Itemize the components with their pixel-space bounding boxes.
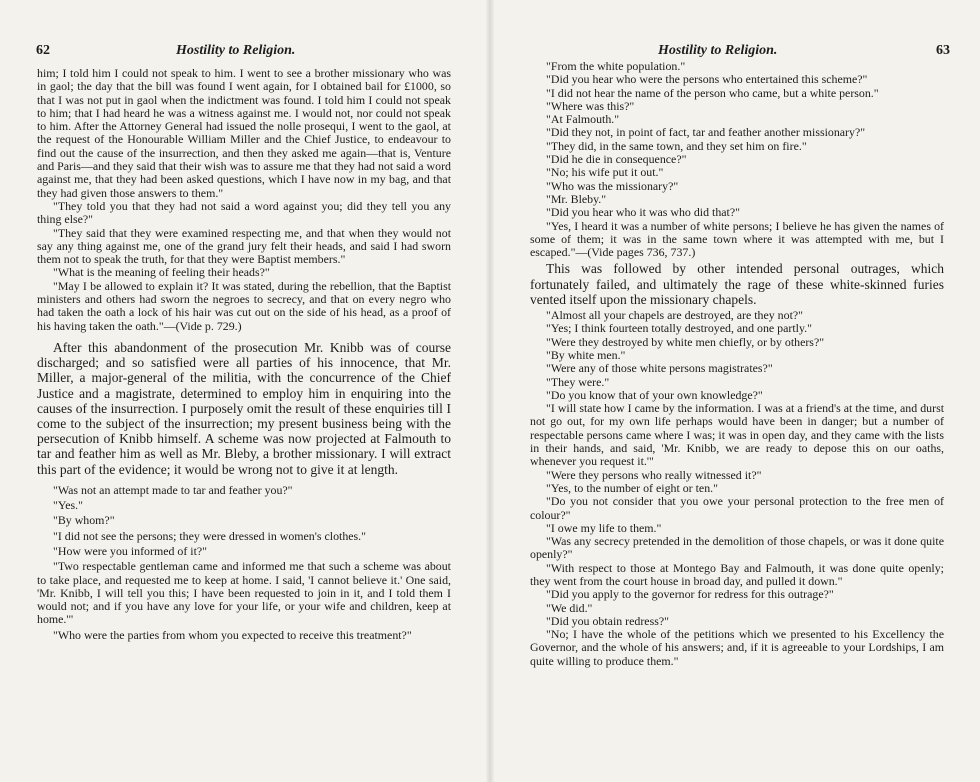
paragraph: "We did.": [546, 600, 593, 615]
paragraph: "Did you hear who it was who did that?": [546, 205, 740, 220]
paragraph: "Was not an attempt made to tar and feather you?": [53, 482, 293, 497]
paragraph: "At Falmouth.": [546, 112, 620, 127]
paragraph: "Yes; I think fourteen totally destroyed, and one partly.": [546, 321, 812, 336]
paragraph: "Yes, I heard it was a number of white persons; I believe he has given the names of some of them; it was in the same town where it was attempted with me, but I escaped."—(Vide pages 736, 737.): [530, 218, 944, 260]
paragraph: "Who was the missionary?": [546, 178, 679, 193]
right-page-number: 63: [936, 43, 950, 58]
paragraph: "By white men.": [546, 347, 626, 362]
paragraph: "Mr. Bleby.": [546, 191, 607, 206]
paragraph: "Almost all your chapels are destroyed, are they not?": [546, 308, 804, 323]
paragraph: "With respect to those at Montego Bay and Falmouth, it was done quite openly; they went from the court house in broad day, and pulled it down.": [530, 560, 944, 588]
paragraph: "May I be allowed to explain it? It was stated, during the rebellion, that the Baptist ministers and others had sworn the negroes to secrecy, and that on every negro who had taken the oath a lock of his hair was cut out on the side of his head, as a proof of his having taken the oath."—(Vide p. 729.): [37, 278, 451, 333]
paragraph: "They were.": [546, 374, 610, 389]
right-page-text: [530, 60, 944, 668]
left-page-header: [36, 43, 456, 61]
paragraph: "I did not hear the name of the person who came, but a white person.": [546, 85, 879, 100]
paragraph: "No; I have the whole of the petitions which we presented to his Excellency the Governor, and the whole of his answers; and, if it is agreeable to your Lordships, I am quite willing to produce them.": [530, 627, 944, 668]
paragraph: "How were you informed of it?": [53, 543, 208, 558]
paragraph: "I did not see the persons; they were dressed in women's clothes.": [53, 528, 367, 543]
paragraph: "They told you that they had not said a word against you; did they tell you any thing else?": [37, 198, 451, 227]
paragraph: "They said that they were examined respecting me, and that when they would not say any thing against me, one of the grand jury felt their heads, and said I had sworn them not to speak the truth, for that they were Baptist members.": [37, 225, 451, 267]
left-page-text: [37, 67, 451, 642]
paragraph: "Yes.": [53, 498, 83, 513]
paragraph: After this abandonment of the prosecution Mr. Knibb was of course discharged; and so satisfied were all parties of his innocence, that Mr. Miller, a major-general of the militia, with the concurrence of the Chief Justice and a magistrate, determined to employ him in enquiring into the causes of the insurrection. I purposely omit the result of these enquiries till I come to the subject of the insurrection; my present business being with the persecution of Knibb himself. A scheme was now projected at Falmouth to tar and feather him as well as Mr. Bleby, a brother missionary. I will extract this part of the evidence; it would be wrong not to give it at length.: [37, 339, 451, 477]
paragraph: "Who were the parties from whom you expected to receive this treatment?": [53, 627, 412, 642]
right-page: [490, 0, 980, 782]
paragraph: "Were they persons who really witnessed it?": [546, 467, 762, 482]
right-running-title: Hostility to Religion.: [658, 43, 778, 58]
paragraph: "Did you obtain redress?": [546, 613, 669, 628]
paragraph: him; I told him I could not speak to him. I went to see a brother missionary who was in gaol; the day that the bill was found I went again, for I obtained bail for £1000, so that I was not put in gaol when the indictment was found. I told him I could not speak to him; that I had heard he was a witness against me. I would not, nor could not speak to him. After the Attorney General had issued the nolle prosequi, I went to the gaol, at the request of the Honourable William Miller and the Chief Justice, to endeavour to find out the cause of the insurrection, and then they asked me again—that is, Venture and Paris—and they said that their wish was to assure me that they had not said a word against me, that they had been asked questions, which I have now in my bag, and that they had given those answers to them.": [37, 66, 451, 200]
left-running-title: Hostility to Religion.: [176, 43, 296, 58]
paragraph: "They did, in the same town, and they set him on fire.": [546, 138, 807, 153]
paragraph: "From the white population.": [546, 59, 686, 73]
paragraph: "What is the meaning of feeling their heads?": [53, 265, 270, 280]
paragraph: "Do you know that of your own knowledge?": [546, 387, 763, 402]
paragraph: "Where was this?": [546, 98, 635, 113]
paragraph: "I owe my life to them.": [546, 520, 662, 535]
paragraph: "Were any of those white persons magistrates?": [546, 361, 773, 376]
paragraph: "Two respectable gentleman came and informed me that such a scheme was about to take place, and requested me to keep at home. I said, 'I cannot believe it.' One said, 'Mr. Knibb, I will tell you this; I have been requested to join in it, and I told them I would not; and if you have any love for your life, or your wife and children, keep at home.'": [37, 559, 451, 627]
paragraph: "Do you not consider that you owe your personal protection to the free men of colour?": [530, 494, 944, 522]
paragraph: "Did he die in consequence?": [546, 152, 687, 167]
left-page-number: 62: [36, 43, 50, 58]
paragraph: "Did you apply to the governor for redress for this outrage?": [546, 587, 834, 602]
paragraph: "No; his wife put it out.": [546, 165, 664, 180]
paragraph: "Was any secrecy pretended in the demolition of those chapels, or was it done quite openly?": [530, 534, 944, 562]
paragraph: "Yes, to the number of eight or ten.": [546, 480, 718, 495]
paragraph: "I will state how I came by the information. I was at a friend's at the time, and durst not go out, for my own life perhaps would have been in danger; but a number of respectable persons came where I was; it was in open day, and they came with the lists in their hands, and said, 'Mr. Knibb, we are ready to depose this on our oaths, whenever you request it.'": [530, 401, 944, 469]
paragraph: "Did you hear who were the persons who entertained this scheme?": [546, 72, 868, 87]
paragraph: "Were they destroyed by white men chiefly, or by others?": [546, 334, 825, 349]
paragraph: This was followed by other intended personal outrages, which fortunately failed, and ultimately the rage of these white-skinned furies vented itself upon the missionary chapels.: [530, 261, 944, 307]
paragraph: "By whom?": [53, 513, 115, 528]
paragraph: "Did they not, in point of fact, tar and feather another missionary?": [546, 125, 866, 140]
